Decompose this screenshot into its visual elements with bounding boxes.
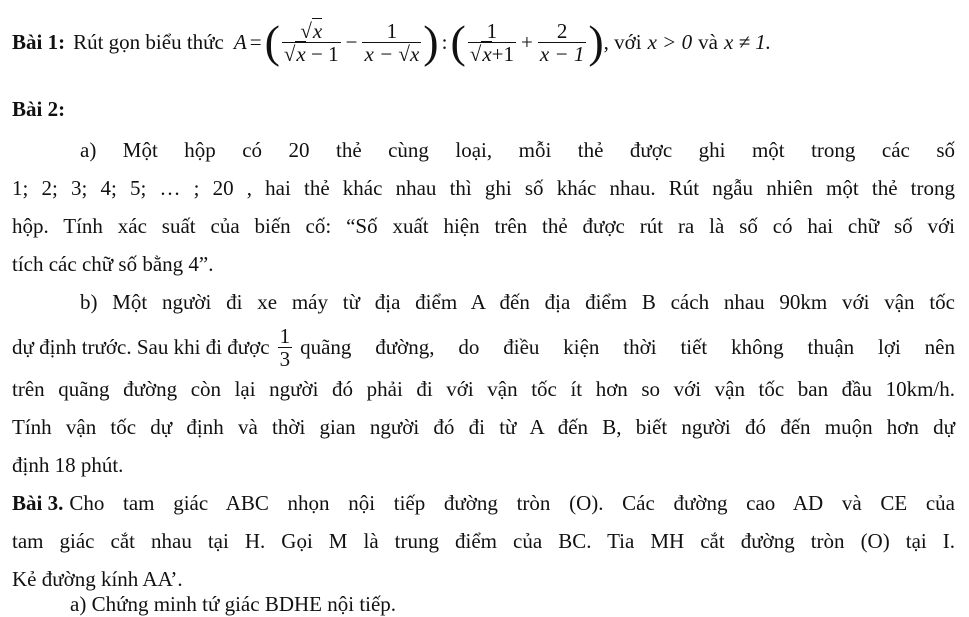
bai2-b-line-1: b) Một người đi xe máy từ địa điểm A đến địa điểm B cách nhau 90km với vận tốc	[80, 290, 955, 314]
fraction-4-numerator: 2	[556, 18, 568, 43]
bai2-b-line-5: định 18 phút.	[12, 453, 124, 477]
bai3-line-2: tam giác cắt nhau tại H. Gọi M là trung điểm của BC. Tia MH cắt đường tròn (O) tại I.	[12, 529, 955, 553]
condition-2: x ≠ 1.	[723, 30, 772, 54]
fraction-2-denominator: x − √x	[364, 41, 420, 66]
fraction-3-denominator-tail: +1	[491, 41, 514, 66]
divide-sign: :	[441, 30, 448, 54]
bai2-b-line-4: Tính vận tốc dự định và thời gian người đó đi từ A đến B, biết người đó đến muộn hơn dự	[12, 415, 955, 439]
bai1-line	[12, 12, 955, 72]
bai3-part-a: a) Chứng minh tứ giác BDHE nội tiếp.	[70, 592, 397, 616]
bai2-a-line-4: tích các chữ số bằng 4”.	[12, 252, 214, 276]
fraction-1: $\frac{√x}{√x - 1}$	[283, 18, 339, 66]
bai1-label: Bài 1:	[12, 30, 66, 54]
bai2-a-line-2: 1; 2; 3; 4; 5; … ; 20 , hai thẻ khác nhau thì ghi số khác nhau. Rút ngẫu nhiên một thẻ trong	[12, 176, 955, 200]
left-paren-1: (	[264, 16, 280, 67]
left-paren-2: (	[450, 16, 466, 67]
fraction-1-denominator-tail: − 1	[311, 41, 339, 66]
bai2-b-line-2	[12, 322, 955, 372]
fraction-1-denominator: x	[296, 41, 306, 66]
minus-sign: −	[345, 30, 358, 54]
bai1-suffix: , với	[603, 30, 642, 54]
fraction-4	[538, 20, 587, 65]
bai3-label: Bài 3.	[12, 491, 64, 515]
bai2-a-line-3: hộp. Tính xác suất của biến cố: “Số xuất hiện trên thẻ được rút ra là số có hai chữ số với	[12, 214, 955, 238]
condition-1: x > 0	[647, 30, 693, 54]
fraction-4-denominator: x − 1	[539, 41, 585, 66]
fraction-3-numerator: 1	[486, 18, 498, 43]
one-third-fraction	[278, 325, 293, 370]
fraction-3: $\frac{1}{√x+1}$	[469, 18, 514, 66]
bai3-line-1	[12, 490, 955, 516]
fraction-2	[362, 20, 421, 65]
fraction-1-numerator: x	[312, 18, 323, 43]
one-third-denominator: 3	[279, 346, 291, 371]
bai2-label: Bài 2:	[12, 97, 66, 121]
and-word: và	[698, 30, 718, 54]
right-paren-2: )	[588, 16, 604, 67]
equals-sign: =	[249, 30, 262, 54]
fraction-2-numerator: 1	[386, 18, 398, 43]
bai2-b-line-2-post: quãng đường, do điều kiện thời tiết không thuận lợi nên	[300, 335, 955, 359]
right-paren-1: )	[423, 16, 439, 67]
plus-sign: +	[520, 30, 533, 54]
bai2-b-line-3: trên quãng đường còn lại người đó phải đi với vận tốc ít hơn so với vận tốc ban đầu 10km/h.	[12, 377, 955, 401]
fraction-3-denominator: x	[482, 41, 492, 66]
bai1-prefix: Rút gọn biểu thức	[73, 30, 224, 54]
bai2-a-line-1: a) Một hộp có 20 thẻ cùng loại, mỗi thẻ được ghi một trong các số	[80, 138, 955, 162]
bai2-b-line-2-pre: dự định trước. Sau khi đi được	[12, 335, 270, 359]
one-third-numerator: 1	[279, 323, 291, 348]
bai3-line-1-text: Cho tam giác ABC nhọn nội tiếp đường tròn (O). Các đường cao AD và CE của	[69, 491, 955, 515]
bai3-line-3: Kẻ đường kính AA’.	[12, 567, 183, 591]
var-a: A	[233, 30, 247, 54]
